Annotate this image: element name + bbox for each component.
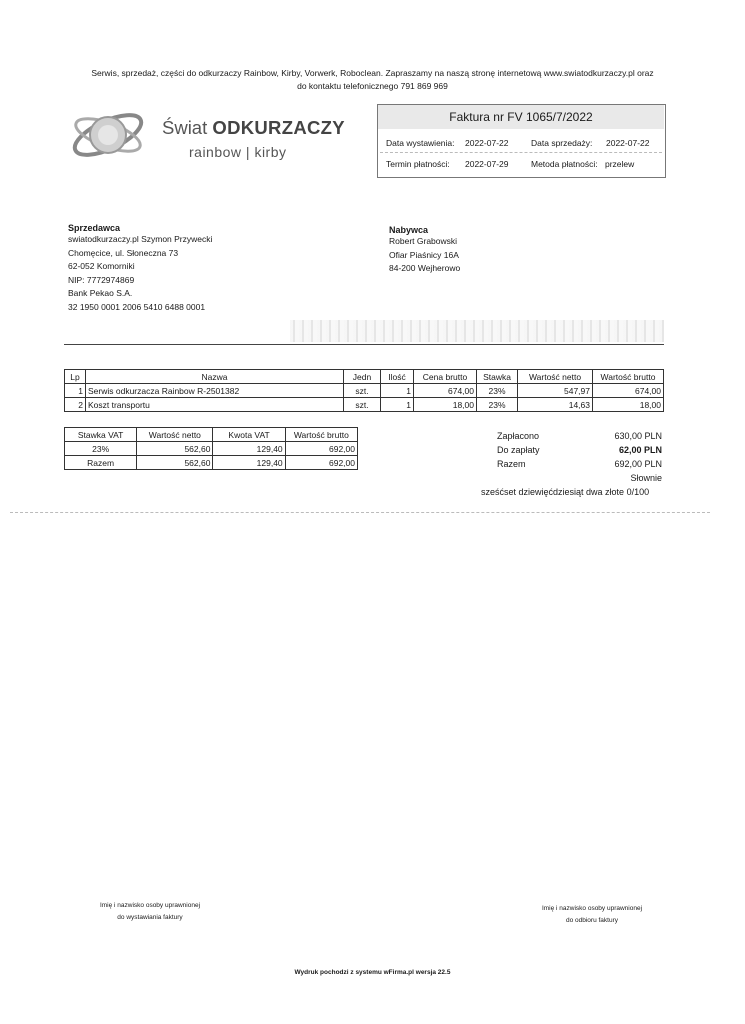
in-words-label: Słownie: [630, 473, 662, 483]
seller-line: 32 1950 0001 2006 5410 6488 0001: [68, 301, 206, 312]
col-header: Nazwa: [86, 370, 344, 384]
cell-gross-price: 674,00: [414, 384, 477, 398]
seller-block: [68, 223, 212, 314]
due-date: 2022-07-29: [465, 159, 509, 169]
paid-label: Zapłacono: [497, 431, 540, 441]
cell-gross: 18,00: [593, 398, 664, 412]
scan-band: [290, 320, 664, 342]
seller-line: Bank Pekao S.A.: [68, 288, 133, 298]
total-label: Razem: [497, 459, 526, 469]
table-row: [65, 398, 664, 412]
issuer-signature: [60, 900, 240, 924]
cell-vat: 129,40: [213, 442, 285, 456]
items-table: [64, 369, 664, 412]
col-header: Jedn: [344, 370, 381, 384]
table-row: [65, 442, 358, 456]
sale-date-label: Data sprzedaży:: [531, 138, 593, 148]
seller-line: Chomęcice, ul. Słoneczna 73: [68, 247, 179, 258]
cell-vat: 129,40: [213, 456, 285, 470]
total-amount: 692,00 PLN: [614, 459, 662, 469]
amount-due: 62,00 PLN: [618, 445, 662, 455]
recipient-signature-line2: do odbioru faktury: [565, 917, 619, 924]
vat-table: [64, 427, 358, 470]
issuer-signature-line1: Imię i nazwisko osoby uprawnionej: [99, 902, 201, 909]
buyer-title: Nabywca: [389, 225, 429, 235]
cell-net: 562,60: [137, 442, 213, 456]
cell-qty: 1: [381, 398, 414, 412]
cell-gross-price: 18,00: [414, 398, 477, 412]
cell-gross: 674,00: [593, 384, 664, 398]
buyer-line: 84-200 Wejherowo: [389, 263, 461, 273]
cell-name: Koszt transportu: [86, 398, 344, 412]
col-header: Cena brutto: [414, 370, 477, 384]
invoice-divider: [380, 152, 662, 153]
issue-date: 2022-07-22: [465, 138, 509, 148]
recipient-signature-line1: Imię i nazwisko osoby uprawnionej: [541, 905, 643, 912]
items-header-row: [65, 370, 664, 384]
vat-header-row: [65, 428, 358, 442]
col-header: Wartość netto: [518, 370, 593, 384]
cell-net: 562,60: [137, 456, 213, 470]
issue-date-label: Data wystawienia:: [386, 138, 455, 148]
cell-rate: Razem: [65, 456, 137, 470]
cell-rate: 23%: [477, 384, 518, 398]
brand-name: [162, 117, 345, 139]
cell-lp: 2: [65, 398, 86, 412]
col-header: Wartość brutto: [593, 370, 664, 384]
payment-method: przelew: [605, 159, 635, 169]
table-row: [65, 384, 664, 398]
amount-due-label: Do zapłaty: [497, 445, 540, 455]
cell-lp: 1: [65, 384, 86, 398]
scan-divider: [10, 512, 710, 513]
cell-gross: 692,00: [285, 442, 357, 456]
seller-line: NIP: 7772974869: [68, 274, 135, 285]
cell-rate: 23%: [65, 442, 137, 456]
brand-subtitle: rainbow | kirby: [189, 144, 287, 160]
table-row: [65, 456, 358, 470]
seller-line: swiatodkurzaczy.pl Szymon Przywecki: [68, 234, 213, 244]
seller-line: 62-052 Komorniki: [68, 261, 135, 271]
col-header: Stawka: [477, 370, 518, 384]
sale-date: 2022-07-22: [606, 138, 650, 148]
brand-word1: Świat: [162, 117, 208, 138]
payment-method-label: Metoda płatności:: [531, 159, 598, 169]
paid-amount: 630,00 PLN: [614, 431, 662, 441]
col-header: Wartość brutto: [285, 428, 357, 442]
col-header: Lp: [65, 370, 86, 384]
cell-net: 547,97: [518, 384, 593, 398]
footer-note: Wydruk pochodzi z systemu wFirma.pl wersja 22.5: [294, 969, 451, 976]
buyer-line: Robert Grabowski: [389, 236, 458, 246]
cell-name: Serwis odkurzacza Rainbow R-2501382: [86, 384, 344, 398]
col-header: Ilość: [381, 370, 414, 384]
col-header: Kwota VAT: [213, 428, 285, 442]
cell-gross: 692,00: [285, 456, 357, 470]
buyer-block: [389, 225, 460, 276]
cell-unit: szt.: [344, 384, 381, 398]
seller-title: Sprzedawca: [68, 223, 121, 233]
col-header: Stawka VAT: [65, 428, 137, 442]
section-rule: [64, 344, 664, 345]
col-header: Wartość netto: [137, 428, 213, 442]
buyer-line: Ofiar Piaśnicy 16A: [389, 249, 459, 260]
cell-qty: 1: [381, 384, 414, 398]
cell-rate: 23%: [477, 398, 518, 412]
invoice-title: Faktura nr FV 1065/7/2022: [449, 110, 593, 124]
logo-icon: [68, 100, 148, 170]
amount-in-words: sześćset dziewięćdziesiąt dwa złote 0/100: [481, 487, 650, 497]
issuer-signature-line2: do wystawiania faktury: [117, 914, 183, 921]
cell-net: 14,63: [518, 398, 593, 412]
brand-word2: ODKURZACZY: [212, 117, 345, 138]
header-note-line2: do kontaktu telefonicznego 791 869 969: [297, 81, 448, 91]
recipient-signature: [502, 903, 682, 927]
header-note-line1: Serwis, sprzedaż, części do odkurzaczy Rainbow, Kirby, Vorwerk, Roboclean. Zapraszamy na naszą stronę internetową www.swiatodkurzaczy.pl oraz: [91, 68, 654, 78]
cell-unit: szt.: [344, 398, 381, 412]
due-date-label: Termin płatności:: [386, 159, 450, 169]
header-note: [0, 67, 745, 93]
